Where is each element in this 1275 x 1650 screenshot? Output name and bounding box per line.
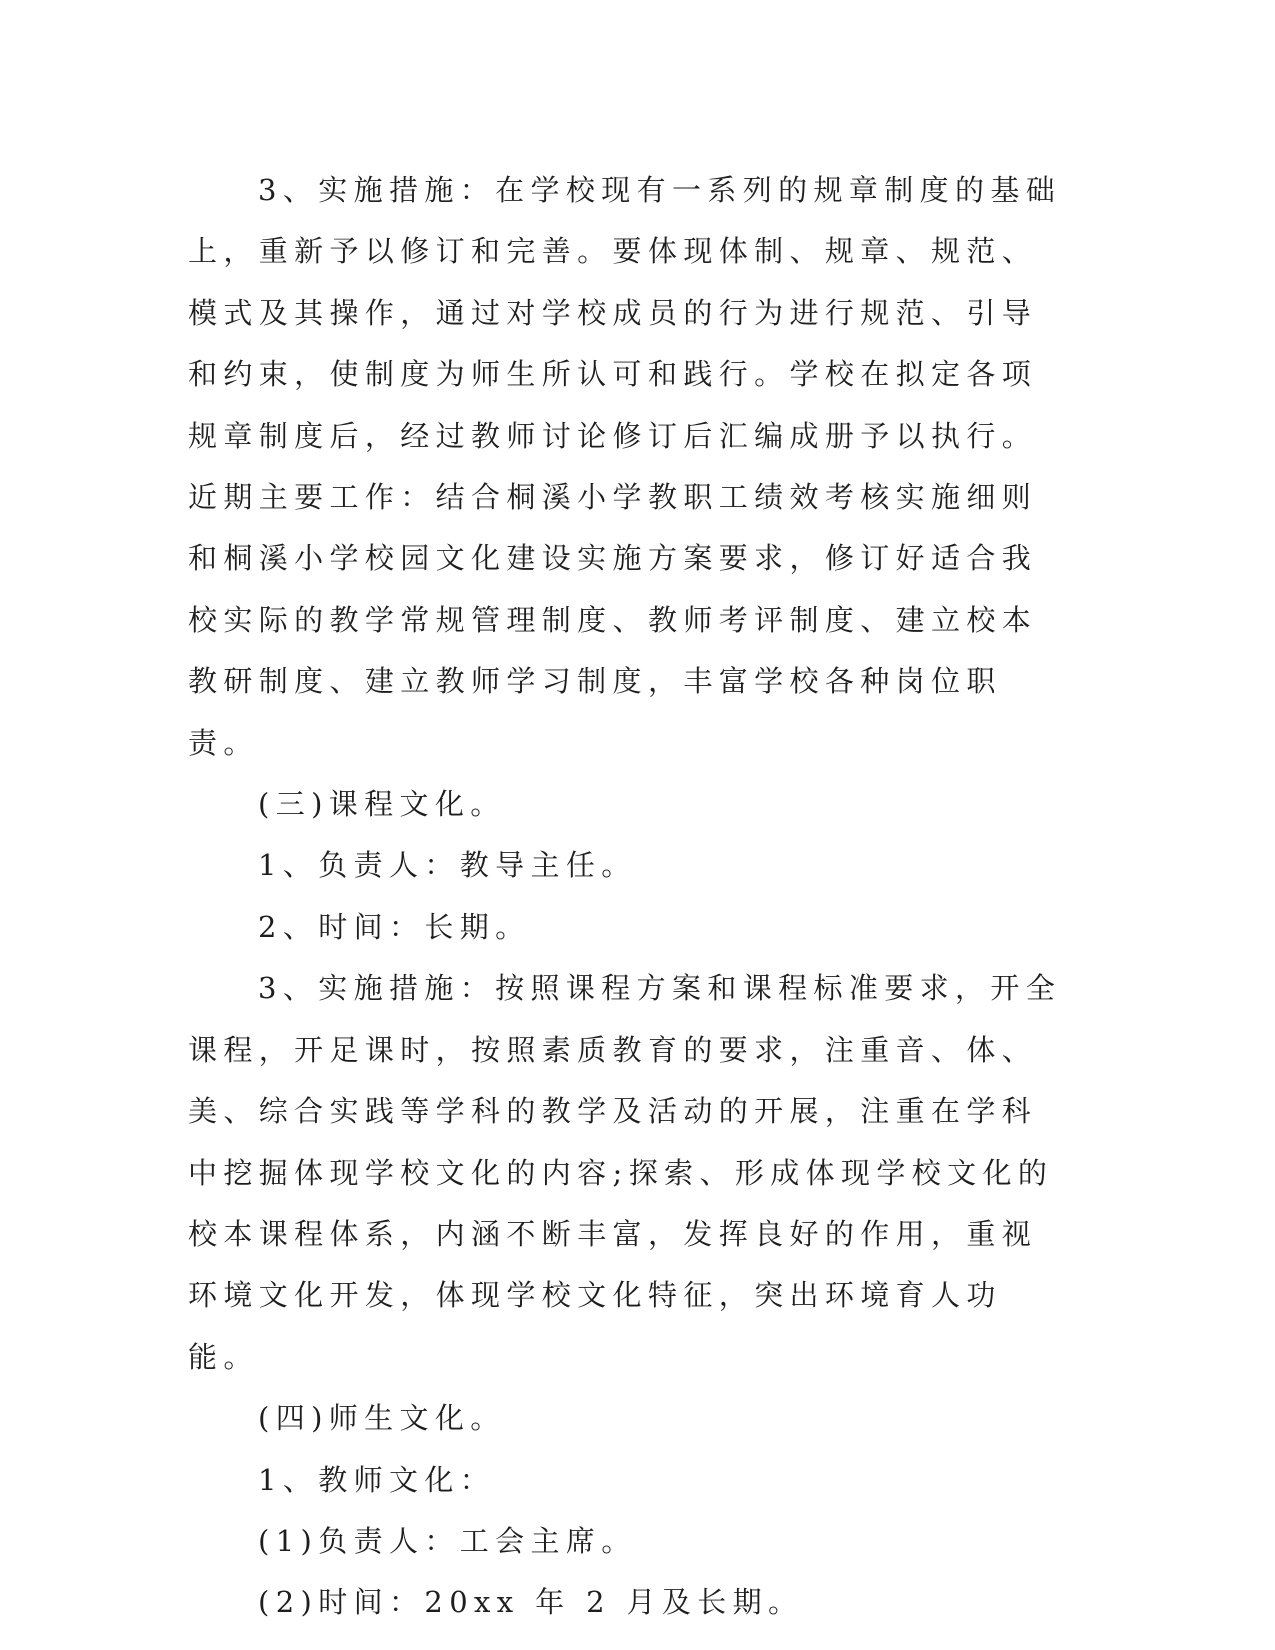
document-body bbox=[188, 160, 1062, 1634]
section-heading-teacher-student-culture: (四)师生文化。 bbox=[258, 1401, 506, 1436]
curriculum-measures-paragraph: 3、实施措施：按照课程方案和课程标准要求，开全课程，开足课时，按照素质教育的要求，注重音、体、美、综合实践等学科的教学及活动的开展，注重在学科中挖掘体现学校文化的内容;探索、形成体现学校文化的校本课程体系，内涵不断丰富，发挥良好的作用，重视环境文化开发，体现学校文化特征，突出环境育人功能。 bbox=[188, 971, 1062, 1374]
curriculum-time: 2、时间：长期。 bbox=[258, 909, 531, 944]
curriculum-responsible-person: 1、负责人：教导主任。 bbox=[258, 848, 637, 883]
section-heading-curriculum-culture: (三)课程文化。 bbox=[258, 787, 506, 822]
measures-paragraph: 3、实施措施：在学校现有一系列的规章制度的基础上，重新予以修订和完善。要体现体制、规章、规范、模式及其操作，通过对学校成员的行为进行规范、引导和约束，使制度为师生所认可和践行。学校在拟定各项规章制度后，经过教师讨论修订后汇编成册予以执行。近期主要工作：结合桐溪小学教职工绩效考核实施细则和桐溪小学校园文化建设实施方案要求，修订好适合我校实际的教学常规管理制度、教师考评制度、建立校本教研制度、建立教师学习制度，丰富学校各种岗位职责。 bbox=[188, 173, 1062, 760]
teacher-culture-time: (2)时间：20xx 年 2 月及长期。 bbox=[258, 1585, 804, 1620]
teacher-culture-responsible-person: (1)负责人：工会主席。 bbox=[258, 1523, 637, 1558]
teacher-culture-heading: 1、教师文化： bbox=[258, 1462, 496, 1497]
